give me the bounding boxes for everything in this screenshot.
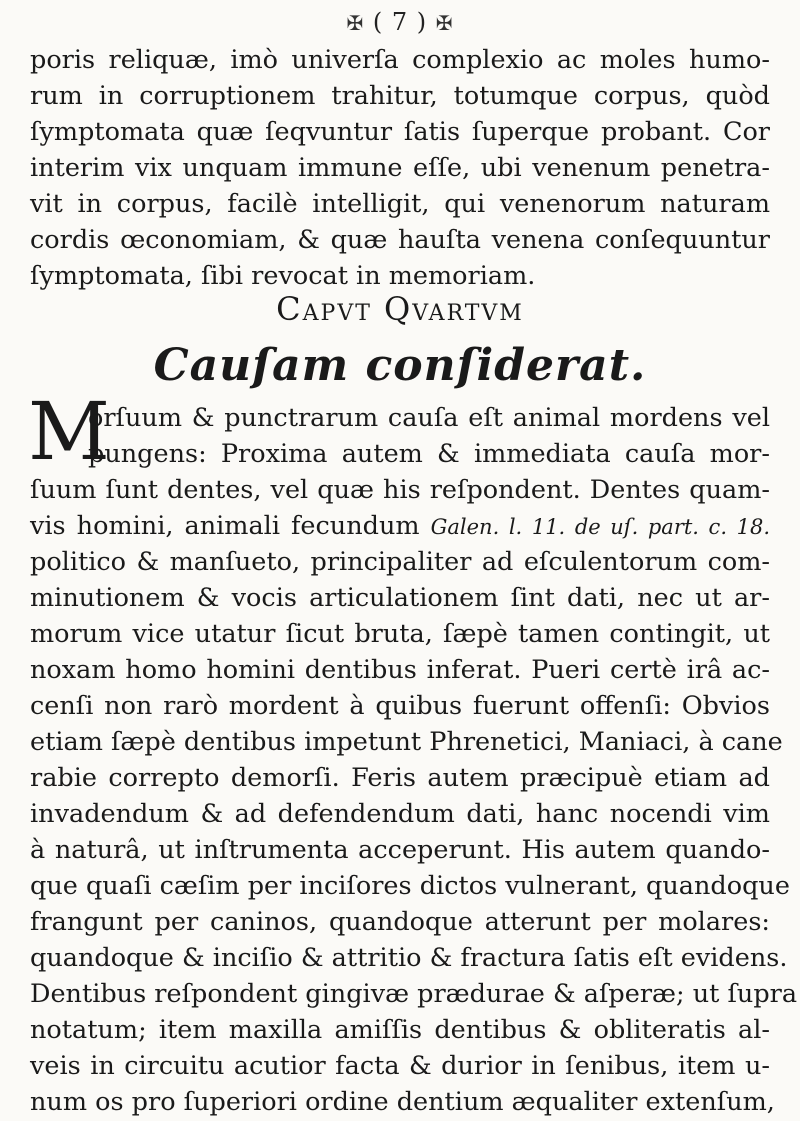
text-line: invadendum & ad defendendum dati, hanc nocendi vim bbox=[30, 799, 770, 829]
text-segment: vis homini, animali fecundum bbox=[30, 511, 431, 541]
text-line: que quaſi cæſim per inciſores dictos vulnerant, quandoque bbox=[30, 871, 790, 901]
drop-cap: M bbox=[28, 385, 110, 478]
text-line: frangunt per caninos, quandoque atterunt per molares: bbox=[30, 907, 770, 937]
text-line: rabie correpto demorſi. Feris autem præcipuè etiam ad bbox=[30, 763, 770, 793]
text-line: notatum; item maxilla amiſſis dentibus & obliteratis al- bbox=[30, 1015, 770, 1045]
text-line: morum vice utatur ſicut bruta, ſæpè tamen contingit, ut bbox=[30, 619, 770, 649]
text-line: poris reliquæ, imò univerſa complexio ac moles humo- bbox=[30, 45, 770, 75]
text-line: ſymptomata quæ ſeqvuntur ſatis ſuperque probant. Cor bbox=[30, 117, 770, 147]
text-line: Dentibus reſpondent gingivæ prædurae & aſperæ; ut ſupra bbox=[30, 979, 798, 1009]
text-line: politico & manſueto, principaliter ad eſculentorum com- bbox=[30, 547, 770, 577]
page-header bbox=[0, 8, 800, 36]
ornament-right-icon: ✠ bbox=[435, 11, 454, 35]
text-line: ſymptomata, ſibi revocat in memoriam. bbox=[30, 261, 536, 291]
chapter-subtitle: Cauſam conſiderat. bbox=[153, 340, 647, 391]
text-line: interim vix unquam immune eſſe, ubi venenum penetra- bbox=[30, 153, 770, 183]
text-line: cenſi non rarò mordent à quibus fuerunt offenſi: Obvios bbox=[30, 691, 770, 721]
citation: Galen. l. 11. de uſ. part. c. 18. bbox=[430, 515, 770, 539]
text-line: pungens: Proxima autem & immediata cauſa mor- bbox=[88, 439, 770, 469]
text-line: etiam ſæpè dentibus impetunt Phrenetici, Maniaci, à cane bbox=[30, 727, 783, 757]
text-line: orſuum & punctrarum cauſa eſt animal mordens vel bbox=[88, 403, 770, 433]
text-line: à naturâ, ut inſtrumenta acceperunt. His autem quando- bbox=[30, 835, 770, 865]
text-line: rum in corruptionem trahitur, totumque corpus, quòd bbox=[30, 81, 770, 111]
text-line: ſuum ſunt dentes, vel quæ his reſpondent. Dentes quam- bbox=[30, 475, 770, 505]
text-line: veis in circuitu acutior facta & durior in ſenibus, item u- bbox=[30, 1051, 770, 1081]
text-line: minutionem & vocis articulationem ſint dati, nec ut ar- bbox=[30, 583, 770, 613]
text-line bbox=[30, 508, 770, 545]
text-line: vit in corpus, facilè intelligit, qui venenorum naturam bbox=[30, 189, 770, 219]
text-line: noxam homo homini dentibus inferat. Pueri certè irâ ac- bbox=[30, 655, 770, 685]
page-number: ( 7 ) bbox=[372, 8, 428, 36]
text-line: cordis œconomiam, & quæ hauſta venena conſequuntur bbox=[30, 225, 770, 255]
text-line: quandoque & inciſio & attritio & fractura ſatis eſt evidens. bbox=[30, 943, 788, 973]
text-line: num os pro ſuperiori ordine dentium æqualiter extenſum, bbox=[30, 1087, 775, 1117]
ornament-left-icon: ✠ bbox=[346, 11, 365, 35]
chapter-title: Capvt Qvartvm bbox=[276, 290, 524, 328]
